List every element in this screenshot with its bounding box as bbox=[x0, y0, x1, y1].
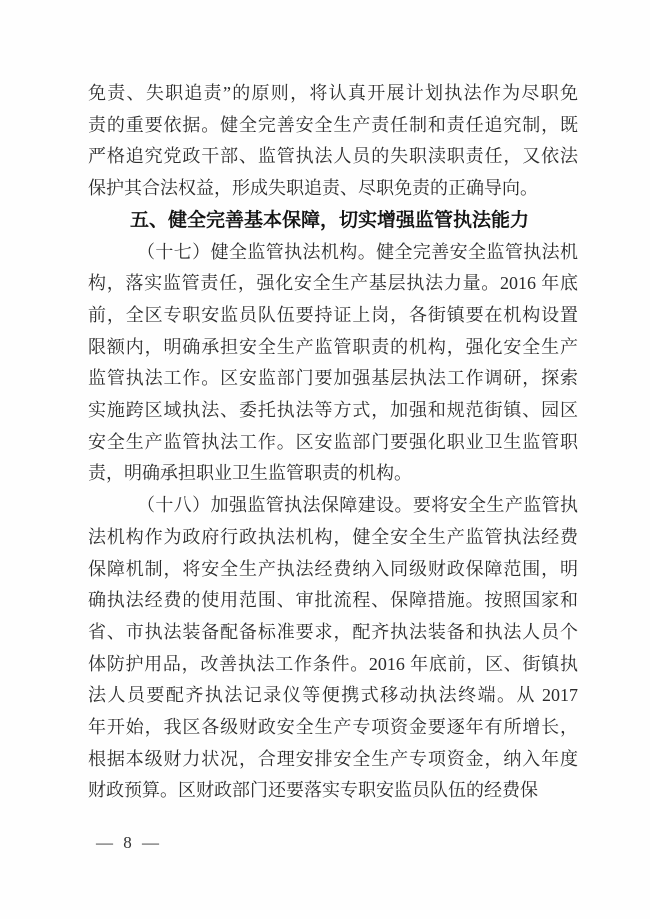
text-line: 根据本级财力状况，合理安排安全生产专项资金，纳入年度 bbox=[88, 748, 578, 769]
text-line: 安全生产监管执法工作。区安监部门要强化职业卫生监管职 bbox=[88, 431, 578, 452]
text-line: 严格追究党政干部、监管执法人员的失职渎职责任，又依法 bbox=[88, 146, 578, 167]
text-line: （十八）加强监管执法保障建设。要将安全生产监管执 bbox=[137, 495, 578, 516]
text-line: 法机构作为政府行政执法机构，健全安全生产监管执法经费 bbox=[88, 526, 578, 547]
text-line: 省、市执法装备配备标准要求，配齐执法装备和执法人员个 bbox=[88, 621, 578, 642]
text-line: 构，落实监管责任，强化安全生产基层执法力量。2016 年底 bbox=[88, 273, 578, 294]
text-line: 监管执法工作。区安监部门要加强基层执法工作调研，探索 bbox=[88, 368, 578, 389]
document-body bbox=[88, 78, 578, 807]
section-heading: 五、健全完善基本保障，切实增强监管执法能力 bbox=[130, 209, 530, 231]
text-line: 年开始，我区各级财政安全生产专项资金要逐年有所增长， bbox=[88, 717, 578, 738]
text-line: 前，全区专职安监员队伍要持证上岗，各街镇要在机构设置 bbox=[88, 304, 578, 325]
text-line: 财政预算。区财政部门还要落实专职安监员队伍的经费保 bbox=[88, 780, 538, 801]
text-line: 实施跨区域执法、委托执法等方式，加强和规范街镇、园区 bbox=[88, 400, 578, 421]
text-line: 责的重要依据。健全完善安全生产责任制和责任追究制，既 bbox=[88, 114, 578, 135]
text-line: 保护其合法权益，形成失职追责、尽职免责的正确导向。 bbox=[88, 178, 538, 199]
text-line: 保障机制，将安全生产执法经费纳入同级财政保障范围，明 bbox=[88, 558, 578, 579]
text-line: 责，明确承担职业卫生监管职责的机构。 bbox=[88, 463, 412, 484]
text-line: 免责、失职追责”的原则，将认真开展计划执法作为尽职免 bbox=[88, 83, 578, 103]
text-line: 确执法经费的使用范围、审批流程、保障措施。按照国家和 bbox=[88, 590, 578, 611]
text-line: 体防护用品，改善执法工作条件。2016 年底前，区、街镇执 bbox=[88, 653, 578, 674]
page-number: — 8 — bbox=[96, 833, 162, 852]
text-line: 法人员要配齐执法记录仪等便携式移动执法终端。从 2017 bbox=[88, 685, 578, 706]
text-line: （十七）健全监管执法机构。健全完善安全监管执法机 bbox=[137, 241, 578, 262]
text-line: 限额内，明确承担安全生产监管职责的机构，强化安全生产 bbox=[88, 336, 578, 357]
